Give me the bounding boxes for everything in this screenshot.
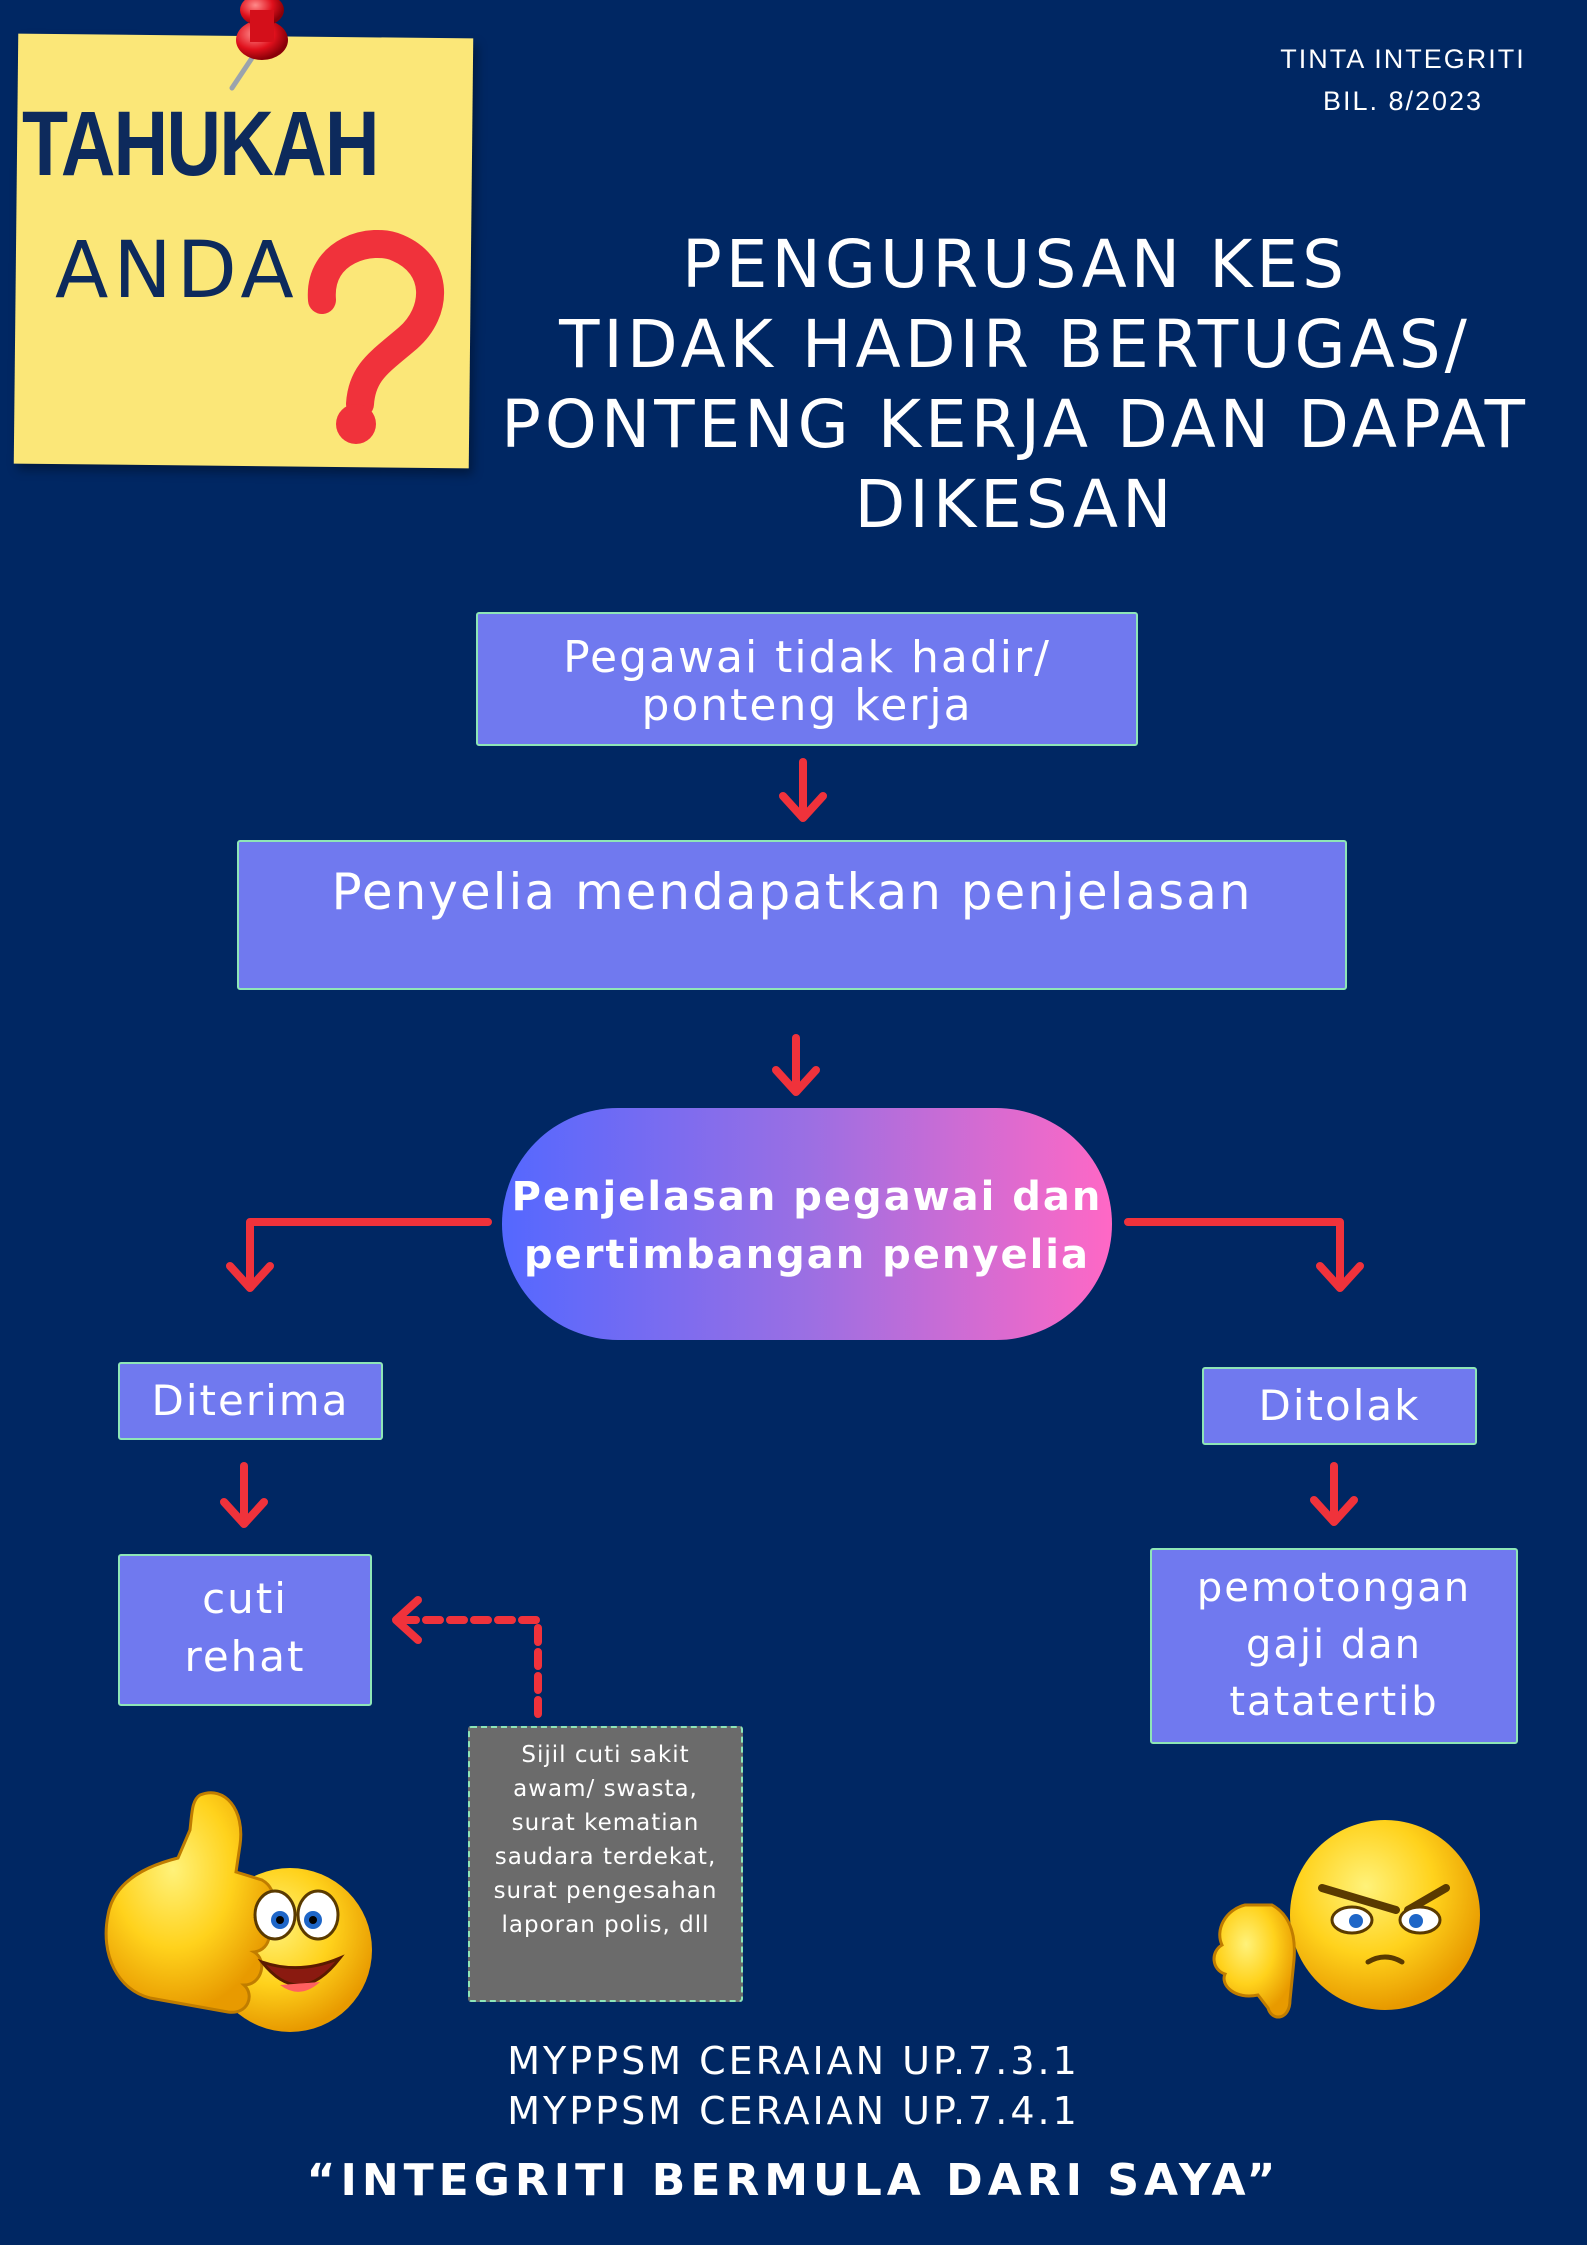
decision-line-2: pertimbangan penyelia <box>524 1232 1090 1278</box>
accepted-label: Diterima <box>151 1376 350 1425</box>
arrow-decision-to-rejected <box>1128 1222 1360 1288</box>
publication-name: TINTA INTEGRITI <box>1280 44 1526 74</box>
arrow-rejected-to-salary <box>1314 1466 1354 1522</box>
salary-deduction-line-3: tatatertib <box>1229 1679 1439 1725</box>
documents-line-2: awam/ swasta, <box>513 1776 698 1802</box>
documents-line-4: saudara terdekat, <box>494 1844 717 1870</box>
thumbs-down-emoji-icon <box>1214 1820 1480 2017</box>
push-pin-icon <box>232 0 288 88</box>
decision-line-1: Penjelasan pegawai dan <box>511 1174 1103 1220</box>
documents-line-1: Sijil cuti sakit <box>521 1742 690 1768</box>
documents-line-3: surat kematian <box>511 1810 700 1836</box>
step-explanation-label: Penyelia mendapatkan penjelasan <box>331 863 1253 921</box>
reference-1: MYPPSM CERAIAN UP.7.3.1 <box>507 2039 1080 2083</box>
arrow-documents-to-leave <box>396 1600 538 1714</box>
documents-line-6: laporan polis, dll <box>501 1912 710 1938</box>
note-subheading: ANDA <box>55 226 299 316</box>
rejected-label: Ditolak <box>1258 1381 1421 1430</box>
slogan: “INTEGRITI BERMULA DARI SAYA” <box>306 2155 1281 2206</box>
arrow-accepted-to-leave <box>224 1466 264 1524</box>
salary-deduction-line-2: gaji dan <box>1245 1622 1423 1668</box>
reference-2: MYPPSM CERAIAN UP.7.4.1 <box>507 2089 1080 2133</box>
arrow-decision-to-accepted <box>230 1222 488 1288</box>
title-line-1: PENGURUSAN KES <box>682 226 1348 303</box>
arrow-step2-to-decision <box>776 1038 816 1092</box>
note-heading: TAHUKAH <box>22 93 378 195</box>
annual-leave-line-2: rehat <box>184 1632 306 1681</box>
question-mark-icon <box>322 244 430 444</box>
salary-deduction-line-1: pemotongan <box>1196 1565 1472 1611</box>
thumbs-up-emoji-icon <box>106 1793 372 2032</box>
step-absent-line-1: Pegawai tidak hadir/ <box>563 632 1051 683</box>
step-absent-line-2: ponteng kerja <box>641 680 973 731</box>
arrow-step1-to-step2 <box>783 762 823 818</box>
title-line-4: DIKESAN <box>854 466 1176 543</box>
documents-line-5: surat pengesahan <box>493 1878 718 1904</box>
title-line-3: PONTENG KERJA DAN DAPAT <box>501 386 1529 463</box>
publication-issue: BIL. 8/2023 <box>1322 86 1484 116</box>
annual-leave-line-1: cuti <box>202 1574 288 1623</box>
title-line-2: TIDAK HADIR BERTUGAS/ <box>559 306 1471 383</box>
